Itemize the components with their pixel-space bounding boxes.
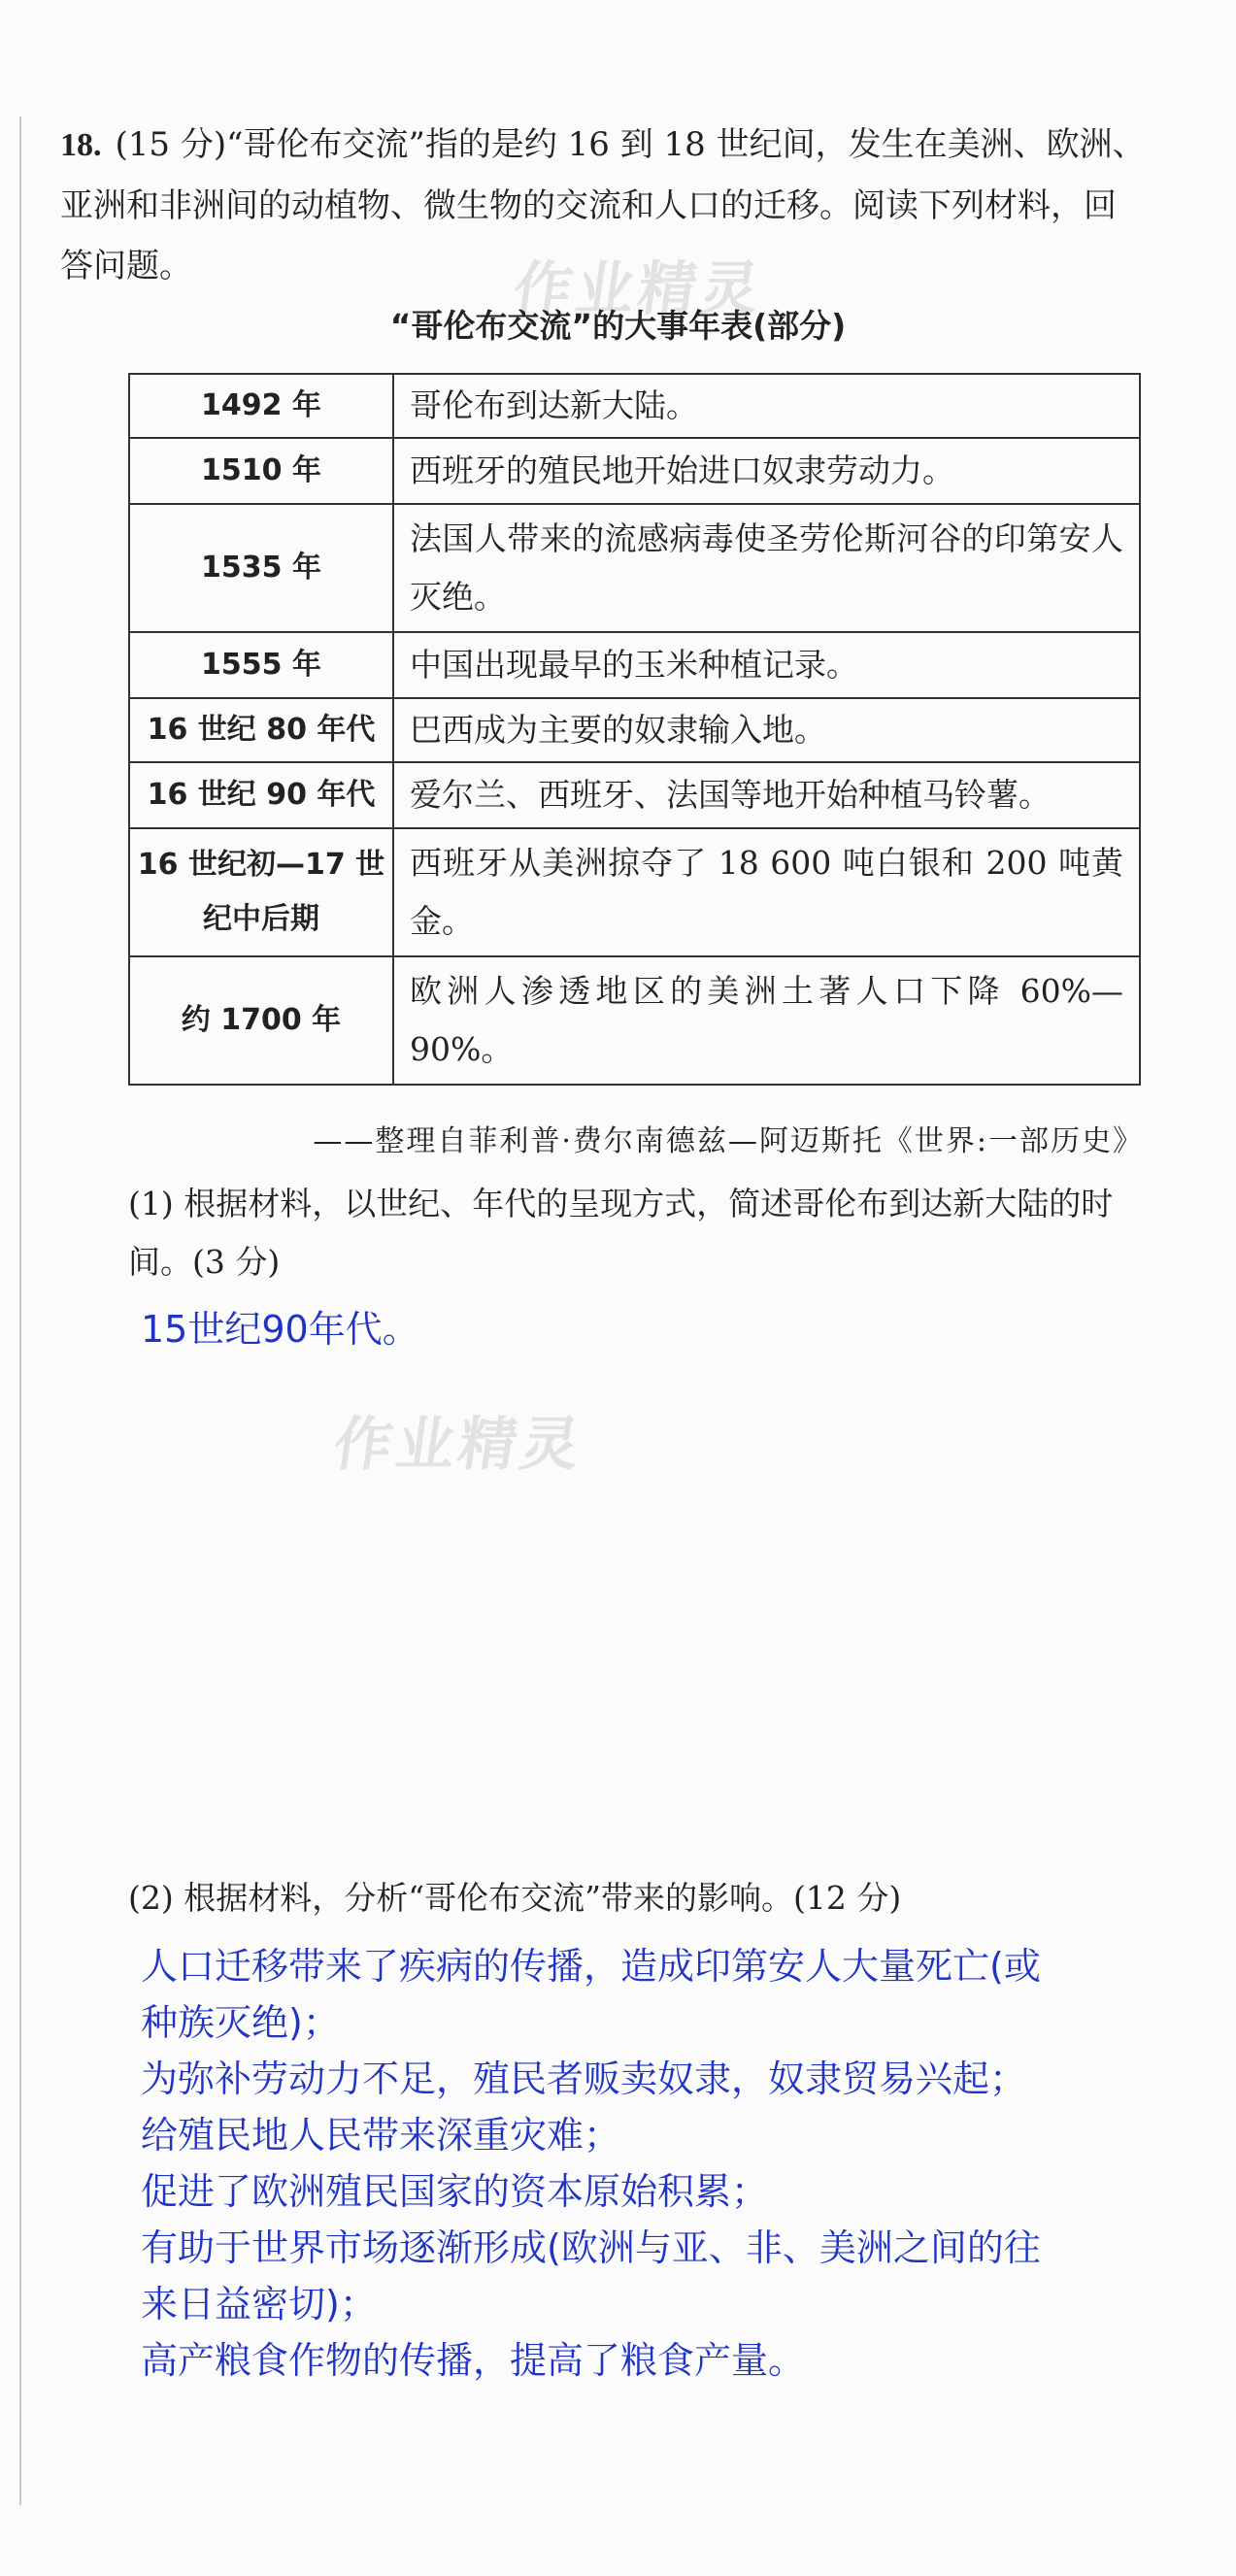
event-cell: 巴西成为主要的奴隶输入地。 xyxy=(393,698,1140,762)
year-cell: 16 世纪初—17 世纪中后期 xyxy=(129,828,393,956)
question-number: 18. xyxy=(60,127,102,163)
question-text: (15 分)“哥伦布交流”指的是约 16 到 18 世纪间，发生在美洲、欧洲、亚洲和非洲间的动植物、微生物的交流和人口的迁移。阅读下列材料，回答问题。 xyxy=(60,125,1146,285)
year-cell: 约 1700 年 xyxy=(129,956,393,1085)
year-cell: 1555 年 xyxy=(129,632,393,698)
table-title: “哥伦布交流”的大事年表(部分) xyxy=(389,307,847,345)
answer-1 xyxy=(141,1301,419,1357)
table-row xyxy=(129,438,1140,504)
table-row xyxy=(129,374,1140,438)
answer-line: 来日益密切)； xyxy=(141,2283,377,2325)
event-cell: 哥伦布到达新大陆。 xyxy=(393,374,1140,438)
year-cell: 1510 年 xyxy=(129,438,393,504)
event-cell: 西班牙从美洲掠夺了 18 600 吨白银和 200 吨黄金。 xyxy=(393,828,1140,956)
year-cell: 16 世纪 90 年代 xyxy=(129,762,393,828)
event-table xyxy=(128,373,1141,1086)
margin-rule xyxy=(19,117,21,2505)
table-row xyxy=(129,956,1140,1085)
table-row xyxy=(129,698,1140,762)
event-cell: 欧洲人渗透地区的美洲土著人口下降 60%—90%。 xyxy=(393,956,1140,1085)
sub-question-1: (1) 根据材料，以世纪、年代的呈现方式，简述哥伦布到达新大陆的时间。(3 分) xyxy=(128,1185,1114,1281)
year-cell: 16 世纪 80 年代 xyxy=(129,698,393,762)
year-cell: 1535 年 xyxy=(129,504,393,632)
answer-2 xyxy=(141,1938,1041,2389)
sub-question-2: (2) 根据材料，分析“哥伦布交流”带来的影响。(12 分) xyxy=(128,1879,902,1917)
answer-line: 促进了欧洲殖民国家的资本原始积累； xyxy=(141,2170,769,2213)
answer-line: 给殖民地人民带来深重灾难； xyxy=(141,2114,621,2157)
table-row xyxy=(129,762,1140,828)
answer-line: 有助于世界市场逐渐形成(欧洲与亚、非、美洲之间的往 xyxy=(141,2226,1041,2269)
answer-line: 为弥补劳动力不足，殖民者贩卖奴隶，奴隶贸易兴起； xyxy=(141,2057,1027,2100)
answer-line: 高产粮食作物的传播，提高了粮食产量。 xyxy=(141,2339,806,2382)
year-cell: 1492 年 xyxy=(129,374,393,438)
event-cell: 中国出现最早的玉米种植记录。 xyxy=(393,632,1140,698)
event-cell: 法国人带来的流感病毒使圣劳伦斯河谷的印第安人灭绝。 xyxy=(393,504,1140,632)
answer-line: 15世纪90年代。 xyxy=(141,1308,419,1351)
table-source: ——整理自菲利普·费尔南德兹—阿迈斯托《世界:一部历史》 xyxy=(313,1124,1144,1158)
watermark-middle: 作业精灵 xyxy=(329,1411,588,1479)
answer-line: 人口迁移带来了疾病的传播，造成印第安人大量死亡(或 xyxy=(141,1945,1041,1988)
answer-line: 种族灭绝)； xyxy=(141,2001,340,2044)
table-row xyxy=(129,504,1140,632)
table-row xyxy=(129,828,1140,956)
event-cell: 爱尔兰、西班牙、法国等地开始种植马铃薯。 xyxy=(393,762,1140,828)
question-intro xyxy=(60,115,1148,296)
table-row xyxy=(129,632,1140,698)
event-cell: 西班牙的殖民地开始进口奴隶劳动力。 xyxy=(393,438,1140,504)
watermark-top: 作业精灵 xyxy=(509,255,768,323)
